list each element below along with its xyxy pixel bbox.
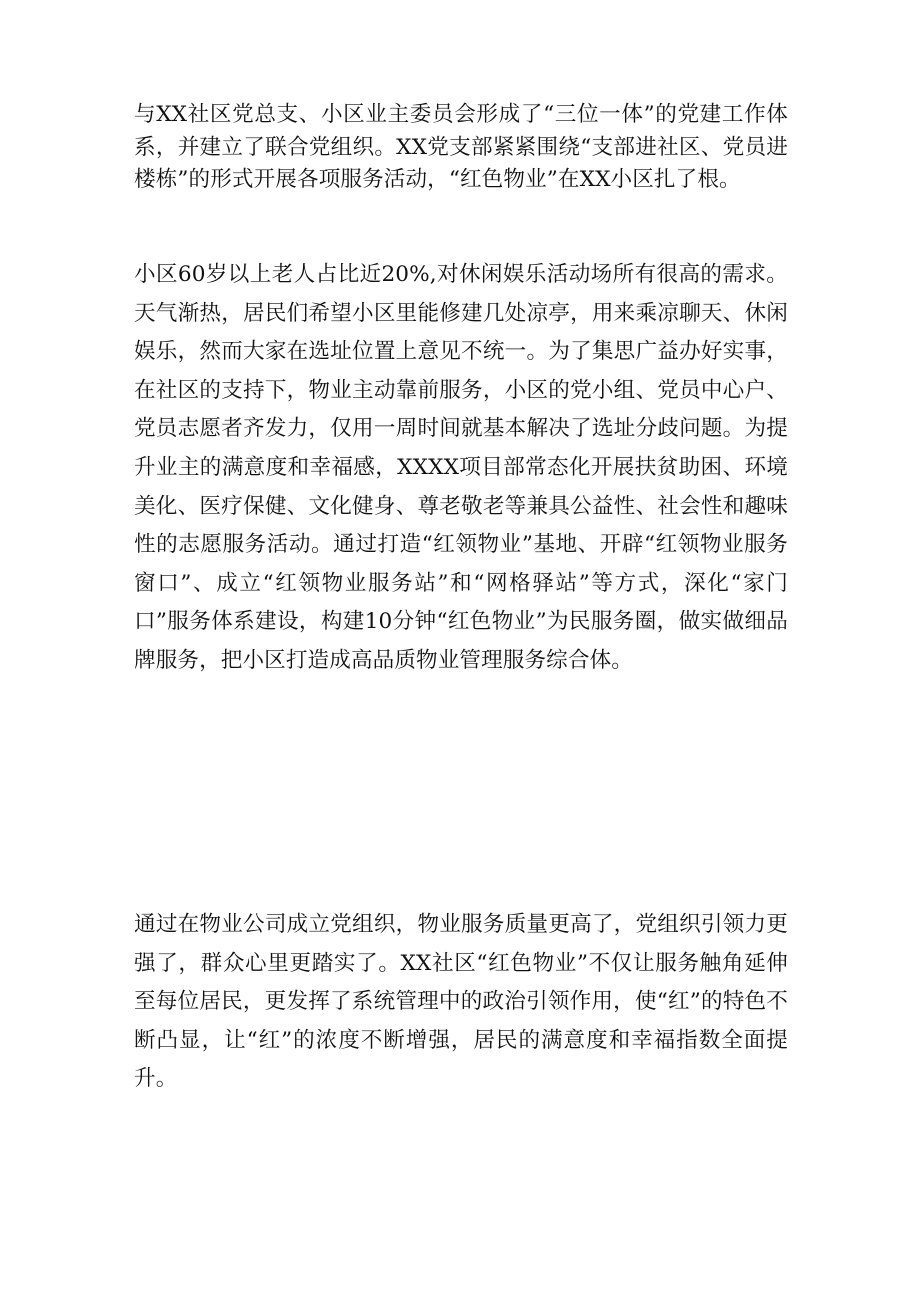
paragraph-3: 通过在物业公司成立党组织，物业服务质量更高了，党组织引领力更强了，群众心里更踏实了。XX社区“红色物业”不仅让服务触角延伸至每位居民，更发挥了系统管理中的政治引领作用，使“红”的特色不断凸显，让“红”的浓度不断增强，居民的满意度和幸福指数全面提升。 [134,912,788,1092]
paragraph-1: 与XX社区党总支、小区业主委员会形成了“三位一体”的党建工作体系，并建立了联合党组织。XX党支部紧紧围绕“支部进社区、党员进楼栋”的形式开展各项服务活动，“红色物业”在XX小区扎了根。 [134,102,788,193]
paragraph-2: 小区60岁以上老人占比近20%,对休闲娱乐活动场所有很高的需求。天气渐热，居民们希望小区里能修建几处凉亭，用来乘凉聊天、休闲娱乐，然而大家在选址位置上意见不统一。为了集思广益办好实事，在社区的支持下，物业主动靠前服务，小区的党小组、党员中心户、党员志愿者齐发力，仅用一周时间就基本解决了选址分歧问题。为提升业主的满意度和幸福感，XXXX项目部常态化开展扶贫助困、环境美化、医疗保健、文化健身、尊老敬老等兼具公益性、社会性和趣味性的志愿服务活动。通过打造“红领物业”基地、开辟“红领物业服务窗口”、成立“红领物业服务站”和“网格驿站”等方式，深化“家门口”服务体系建设，构建10分钟“红色物业”为民服务圈，做实做细品牌服务，把小区打造成高品质物业管理服务综合体。 [134,262,788,673]
